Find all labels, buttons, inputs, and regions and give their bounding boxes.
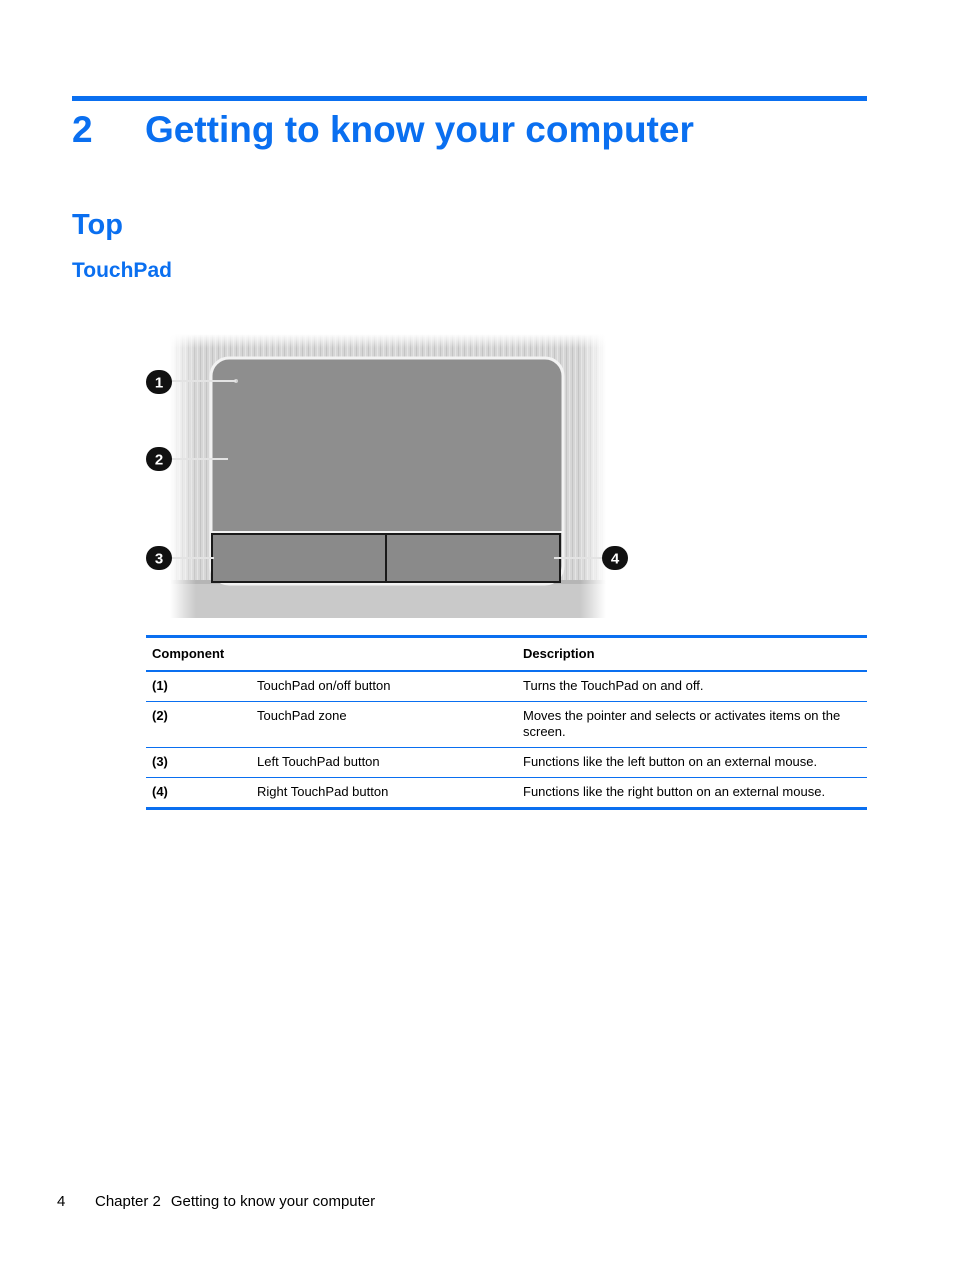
left-touchpad-button <box>212 534 386 582</box>
row-component: TouchPad on/off button <box>251 671 517 702</box>
chapter-title: Getting to know your computer <box>145 109 694 150</box>
chapter-rule <box>72 96 867 101</box>
row-description: Functions like the right button on an external mouse. <box>523 784 826 799</box>
right-touchpad-button <box>386 534 560 582</box>
row-description: Functions like the left button on an external mouse. <box>517 748 867 778</box>
footer-chapter-title: Getting to know your computer <box>170 1193 376 1210</box>
table-row <box>146 671 867 702</box>
callout-1-label: 1 <box>154 374 164 392</box>
page-footer <box>57 1192 375 1212</box>
callout-3-label: 3 <box>154 550 164 568</box>
row-component: TouchPad zone <box>251 702 517 748</box>
callout-2-label: 2 <box>154 451 164 469</box>
table-row <box>146 778 867 809</box>
row-index: (4) <box>152 784 168 799</box>
callout-3 <box>146 546 172 570</box>
table-header-row <box>146 637 867 672</box>
table-row <box>146 748 867 778</box>
footer-chapter-label: Chapter 2 <box>95 1193 161 1210</box>
header-description: Description <box>517 637 867 672</box>
row-index: (2) <box>146 702 251 748</box>
callout-4 <box>602 546 628 570</box>
row-component: Left TouchPad button <box>251 748 517 778</box>
chapter-heading <box>72 106 694 154</box>
subsection-title: TouchPad <box>72 259 172 282</box>
callout-4-label: 4 <box>610 550 620 568</box>
callout-1 <box>146 370 172 394</box>
callout-2 <box>146 447 172 471</box>
table-row <box>146 702 867 748</box>
touchpad-illustration <box>140 332 640 622</box>
header-component: Component <box>146 637 517 672</box>
touchpad-figure <box>140 332 640 622</box>
row-description: Turns the TouchPad on and off. <box>517 671 867 702</box>
chapter-number: 2 <box>72 109 93 150</box>
row-index: (3) <box>146 748 251 778</box>
row-index: (1) <box>146 671 251 702</box>
row-component: Right TouchPad button <box>257 784 389 799</box>
page-number: 4 <box>57 1193 66 1210</box>
casing-edge <box>170 582 606 618</box>
row-description: Moves the pointer and selects or activates items on the screen. <box>517 702 867 748</box>
components-table <box>146 635 867 810</box>
section-title: Top <box>72 209 123 241</box>
